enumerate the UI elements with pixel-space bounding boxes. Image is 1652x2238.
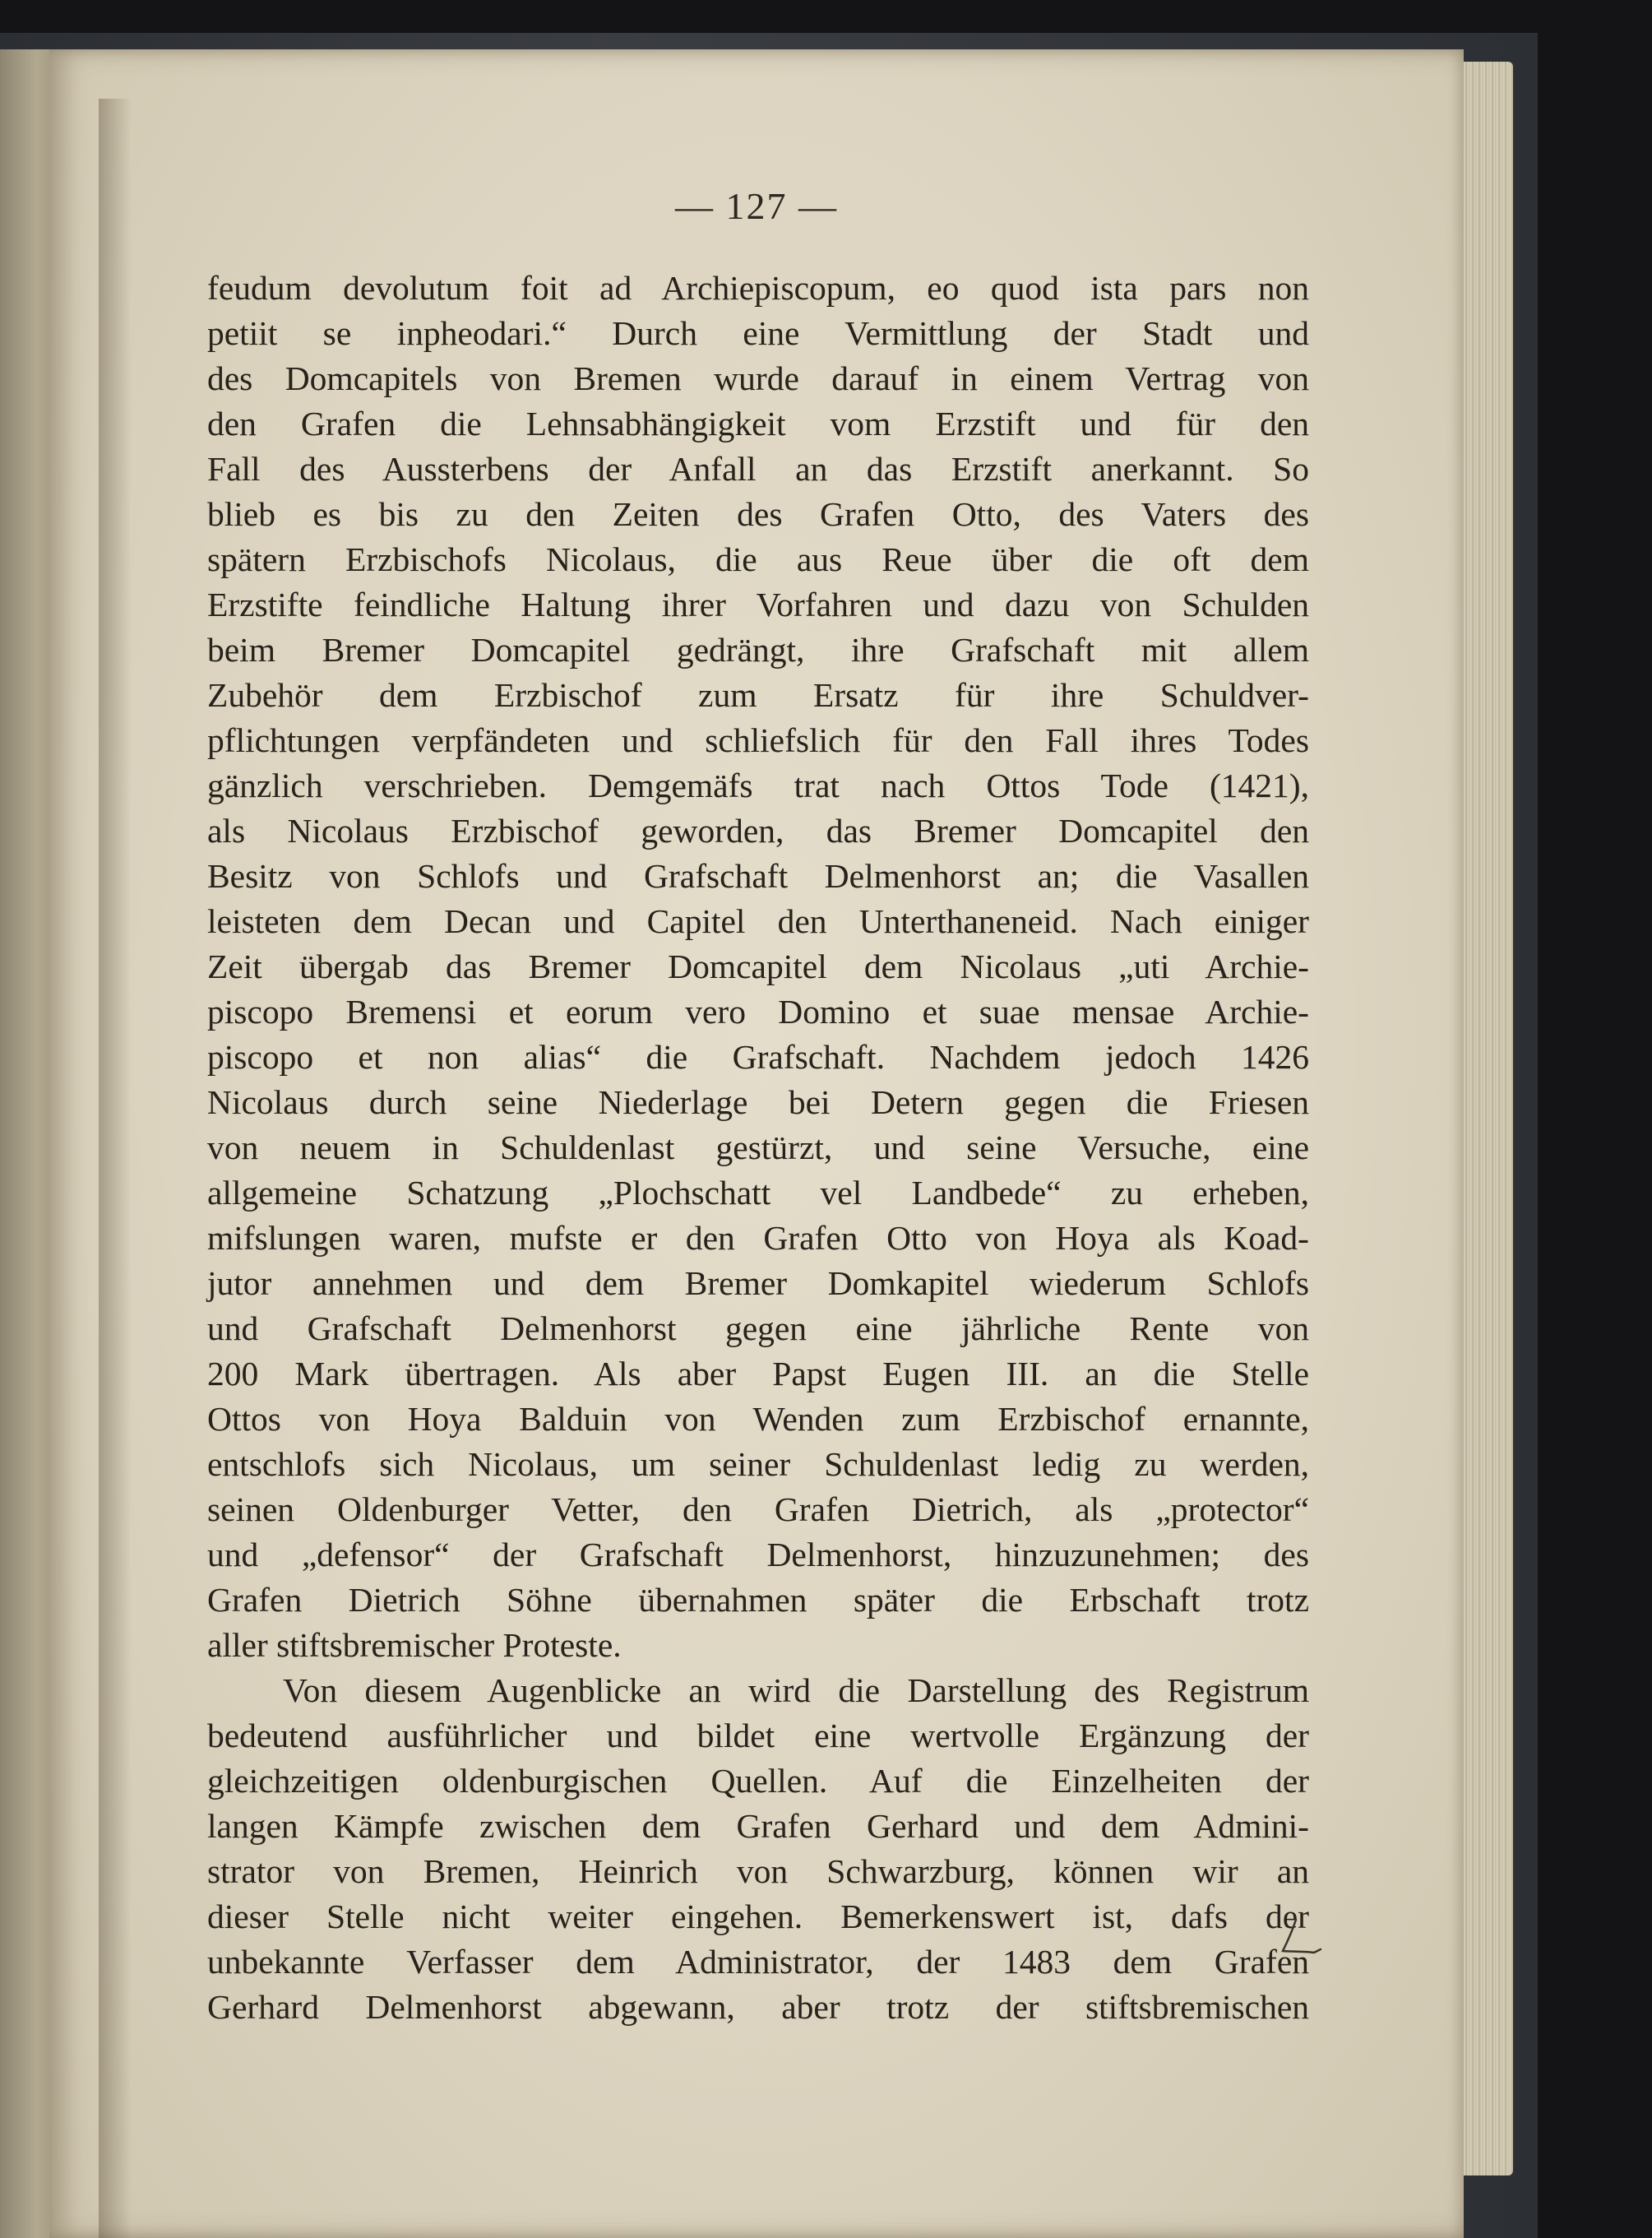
- text-line: Nicolaus durch seine Niederlage bei Detern gegen die Friesen: [207, 1083, 1309, 1121]
- text-line: Ottos von Hoya Balduin von Wenden zum Erzbischof ernannte,: [207, 1400, 1309, 1438]
- text-line: gänzlich verschrieben. Demgemäfs trat nach Ottos Tode (1421),: [207, 767, 1309, 804]
- text-line: den Grafen die Lehnsabhängigkeit vom Erzstift und für den: [207, 405, 1309, 443]
- text-line: Zeit übergab das Bremer Domcapitel dem Nicolaus „uti Archie-: [207, 948, 1309, 985]
- text-line: unbekannte Verfasser dem Administrator, der 1483 dem Grafen: [207, 1943, 1309, 1981]
- page-edges: [1455, 62, 1513, 2175]
- text-line: Zubehör dem Erzbischof zum Ersatz für ihre Schuldver-: [207, 676, 1309, 714]
- text-line: und Grafschaft Delmenhorst gegen eine jährliche Rente von: [207, 1309, 1309, 1347]
- text-line: Grafen Dietrich Söhne übernahmen später die Erbschaft trotz: [207, 1581, 1309, 1619]
- text-line: blieb es bis zu den Zeiten des Grafen Otto, des Vaters des: [207, 495, 1309, 533]
- text-line: strator von Bremen, Heinrich von Schwarzburg, können wir an: [207, 1852, 1309, 1890]
- text-line: piscopo et non alias“ die Grafschaft. Nachdem jedoch 1426: [207, 1038, 1309, 1076]
- text-line: leisteten dem Decan und Capitel den Unterthaneneid. Nach einiger: [207, 902, 1309, 940]
- text-line: als Nicolaus Erzbischof geworden, das Bremer Domcapitel den: [207, 812, 1309, 850]
- handwritten-margin-mark: [1278, 1915, 1327, 1961]
- text-line: spätern Erzbischofs Nicolaus, die aus Reue über die oft dem: [207, 540, 1309, 578]
- text-line: langen Kämpfe zwischen dem Grafen Gerhard und dem Admini-: [207, 1807, 1309, 1845]
- text-line: Erzstifte feindliche Haltung ihrer Vorfahren und dazu von Schulden: [207, 586, 1309, 623]
- text-line: jutor annehmen und dem Bremer Domkapitel wiederum Schlofs: [207, 1264, 1309, 1302]
- text-line: gleichzeitigen oldenburgischen Quellen. Auf die Einzelheiten der: [207, 1762, 1309, 1800]
- text-line: Von diesem Augenblicke an wird die Darstellung des Registrum: [283, 1671, 1309, 1709]
- text-line: piscopo Bremensi et eorum vero Domino et suae mensae Archie-: [207, 993, 1309, 1031]
- text-line: Fall des Aussterbens der Anfall an das Erzstift anerkannt. So: [207, 450, 1309, 488]
- text-line: beim Bremer Domcapitel gedrängt, ihre Grafschaft mit allem: [207, 631, 1309, 669]
- spine-shadow: [99, 99, 132, 2238]
- text-line: pflichtungen verpfändeten und schliefslich für den Fall ihres Todes: [207, 721, 1309, 759]
- text-line: von neuem in Schuldenlast gestürzt, und seine Versuche, eine: [207, 1128, 1309, 1166]
- text-line: mifslungen waren, mufste er den Grafen Otto von Hoya als Koad-: [207, 1219, 1309, 1257]
- text-line: Besitz von Schlofs und Grafschaft Delmenhorst an; die Vasallen: [207, 857, 1309, 895]
- text-line: feudum devolutum foit ad Archiepiscopum, eo quod ista pars non: [207, 269, 1309, 307]
- text-line: aller stiftsbremischer Proteste.: [207, 1626, 622, 1664]
- text-line: Gerhard Delmenhorst abgewann, aber trotz der stiftsbremischen: [207, 1988, 1309, 2026]
- text-line: dieser Stelle nicht weiter eingehen. Bemerkenswert ist, dafs der: [207, 1897, 1309, 1935]
- text-line: allgemeine Schatzung „Plochschatt vel Landbede“ zu erheben,: [207, 1174, 1309, 1212]
- text-line: bedeutend ausführlicher und bildet eine wertvolle Ergänzung der: [207, 1717, 1309, 1754]
- text-line: des Domcapitels von Bremen wurde darauf in einem Vertrag von: [207, 359, 1309, 397]
- text-line: und „defensor“ der Grafschaft Delmenhorst, hinzuzunehmen; des: [207, 1536, 1309, 1573]
- text-line: entschlofs sich Nicolaus, um seiner Schuldenlast ledig zu werden,: [207, 1445, 1309, 1483]
- book-page: [49, 49, 1464, 2238]
- text-line: petiit se inpheodari.“ Durch eine Vermittlung der Stadt und: [207, 314, 1309, 352]
- page-number: — 127 —: [675, 185, 838, 227]
- body-text: [207, 266, 1309, 2030]
- text-line: 200 Mark übertragen. Als aber Papst Eugen III. an die Stelle: [207, 1355, 1309, 1392]
- text-line: seinen Oldenburger Vetter, den Grafen Dietrich, als „protector“: [207, 1490, 1309, 1528]
